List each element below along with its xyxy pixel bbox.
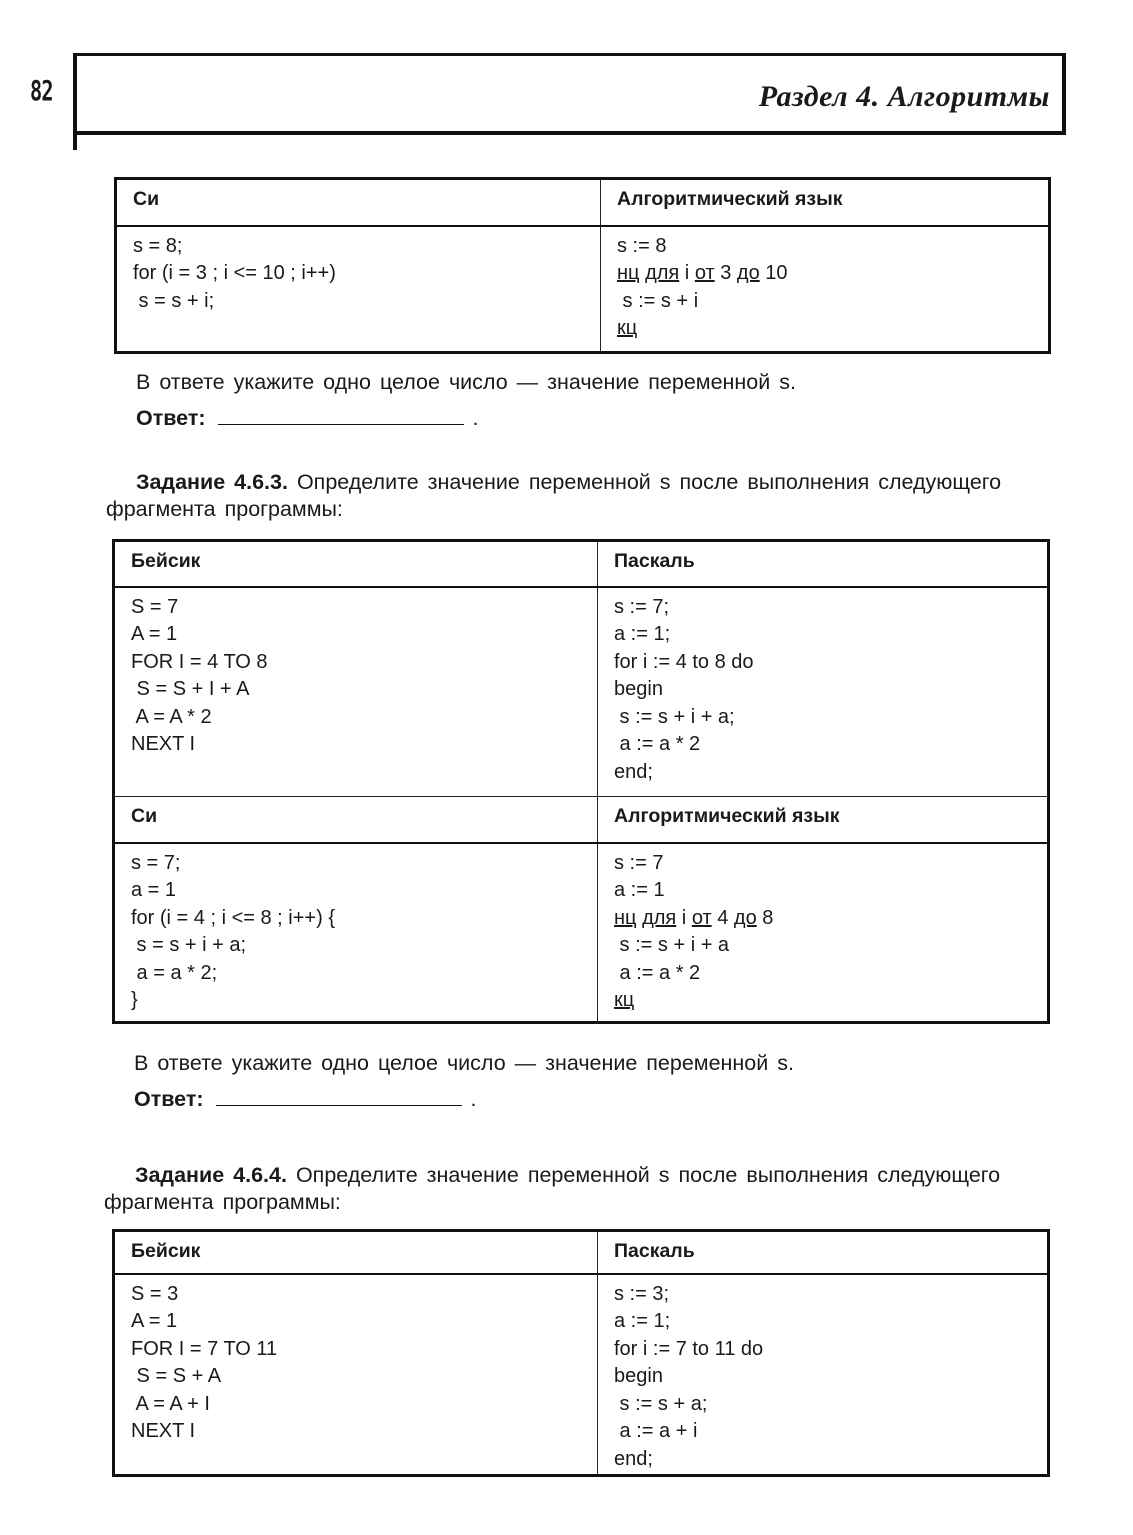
header-rule [73, 130, 77, 150]
code-line: a := 1; [614, 1310, 671, 1332]
code-token: i [681, 906, 687, 929]
code-line: FOR I = 7 TO 11 [131, 1337, 278, 1360]
table1-header-alg: Алгоритмический язык [601, 179, 1050, 226]
code-table-3 [112, 1229, 1050, 1477]
keyword: для [642, 906, 677, 929]
code-line: a := a * 2 [614, 961, 701, 984]
code-token: 3 [720, 262, 732, 284]
table2-header-c: Си [114, 797, 598, 843]
code-line: a := a * 2 [614, 733, 701, 755]
keyword: до [736, 262, 760, 284]
answer-label: Ответ: [136, 406, 206, 430]
task-title: Задание 4.6.4. [135, 1163, 287, 1187]
code-line [614, 905, 1047, 933]
code-table-2 [112, 539, 1050, 1024]
code-line: begin [614, 678, 663, 700]
table2-header-basic: Бейсик [114, 541, 598, 587]
task-title: Задание 4.6.3. [136, 470, 288, 494]
table2-pascal-code [598, 587, 1049, 797]
code-line: a := 1 [614, 879, 665, 901]
code-line: NEXT I [131, 1420, 196, 1442]
code-line: for (i = 4 ; i <= 8 ; i++) { [131, 906, 335, 929]
code-line: begin [614, 1365, 663, 1387]
section-header [73, 53, 1066, 135]
code-line: } [131, 989, 138, 1011]
keyword: нц [614, 906, 637, 929]
code-line: S = 7 [131, 595, 179, 618]
code-line: s := s + i + a; [614, 705, 735, 728]
code-line: a := 1; [614, 623, 671, 645]
code-table-1 [114, 177, 1051, 354]
code-line: A = A + I [131, 1392, 210, 1415]
code-line: s = 8; [133, 234, 183, 257]
keyword: от [694, 262, 715, 284]
keyword: от [691, 906, 712, 929]
code-line: A = 1 [131, 1310, 178, 1332]
code-line: A = 1 [131, 623, 178, 645]
table2-alg-code [598, 843, 1049, 1023]
keyword: для [645, 262, 680, 284]
answer-blank[interactable] [216, 1087, 462, 1106]
code-token: 10 [765, 262, 788, 284]
table2-header-pascal: Паскаль [598, 541, 1049, 587]
page-number: 82 [30, 74, 53, 107]
code-line: a := a + i [614, 1420, 698, 1442]
code-line [617, 260, 1048, 288]
table3-basic-code [114, 1274, 598, 1476]
code-line: кц [614, 989, 635, 1011]
answer-suffix: . [472, 406, 479, 430]
code-line: NEXT I [131, 733, 196, 755]
code-line: S = S + I + A [131, 678, 250, 700]
code-line: кц [617, 317, 638, 339]
code-line: a = a * 2; [131, 961, 218, 984]
keyword: до [733, 906, 757, 929]
code-line: s = s + i + a; [131, 934, 247, 956]
code-line: s = s + i; [133, 289, 215, 312]
answer-suffix: . [470, 1087, 477, 1111]
section-title: Раздел 4. Алгоритмы [758, 80, 1050, 113]
answer-row-1 [136, 405, 479, 432]
code-line: FOR I = 4 TO 8 [131, 650, 268, 673]
code-token: 8 [762, 906, 774, 929]
code-line: end; [614, 760, 653, 783]
answer-instruction-2: В ответе укажите одно целое число — значение переменной s. [134, 1051, 794, 1075]
code-line: s = 7; [131, 851, 181, 874]
code-line: end; [614, 1447, 653, 1470]
code-line: s := 3; [614, 1282, 670, 1305]
code-line: A = A * 2 [131, 705, 212, 728]
code-line: s := s + i [617, 289, 699, 312]
code-line: S = 3 [131, 1282, 179, 1305]
table2-c-code [114, 843, 598, 1023]
code-line: s := s + i + a [614, 934, 730, 956]
table2-header-alg: Алгоритмический язык [598, 797, 1049, 843]
task-text: Определите значение переменной s после выполнения следующего фрагмента программы: [104, 1163, 1001, 1214]
table3-header-basic: Бейсик [114, 1231, 598, 1274]
code-line: s := 7 [614, 851, 664, 874]
code-line: for i := 7 to 11 do [614, 1337, 764, 1360]
task-text: Определите значение переменной s после выполнения следующего фрагмента программы: [106, 470, 1002, 521]
answer-instruction-1: В ответе укажите одно целое число — значение переменной s. [136, 370, 796, 394]
code-line: s := 7; [614, 595, 670, 618]
code-line: for i := 4 to 8 do [614, 650, 754, 673]
task-4-6-4 [104, 1162, 1050, 1216]
code-line: S = S + A [131, 1365, 222, 1387]
answer-blank[interactable] [218, 406, 464, 425]
code-line: for (i = 3 ; i <= 10 ; i++) [133, 262, 336, 284]
table1-alg-code [601, 226, 1050, 353]
code-line: a = 1 [131, 879, 177, 901]
task-4-6-3 [106, 469, 1050, 523]
code-token: 4 [717, 906, 729, 929]
table1-c-code [116, 226, 601, 353]
code-token: i [684, 262, 690, 284]
table1-header-c: Си [116, 179, 601, 226]
answer-label: Ответ: [134, 1087, 204, 1111]
keyword: нц [617, 262, 640, 284]
answer-row-2 [134, 1086, 477, 1113]
table3-header-pascal: Паскаль [598, 1231, 1049, 1274]
table3-pascal-code [598, 1274, 1049, 1476]
code-line: s := 8 [617, 234, 667, 257]
table2-basic-code [114, 587, 598, 797]
code-line: s := s + a; [614, 1392, 708, 1415]
